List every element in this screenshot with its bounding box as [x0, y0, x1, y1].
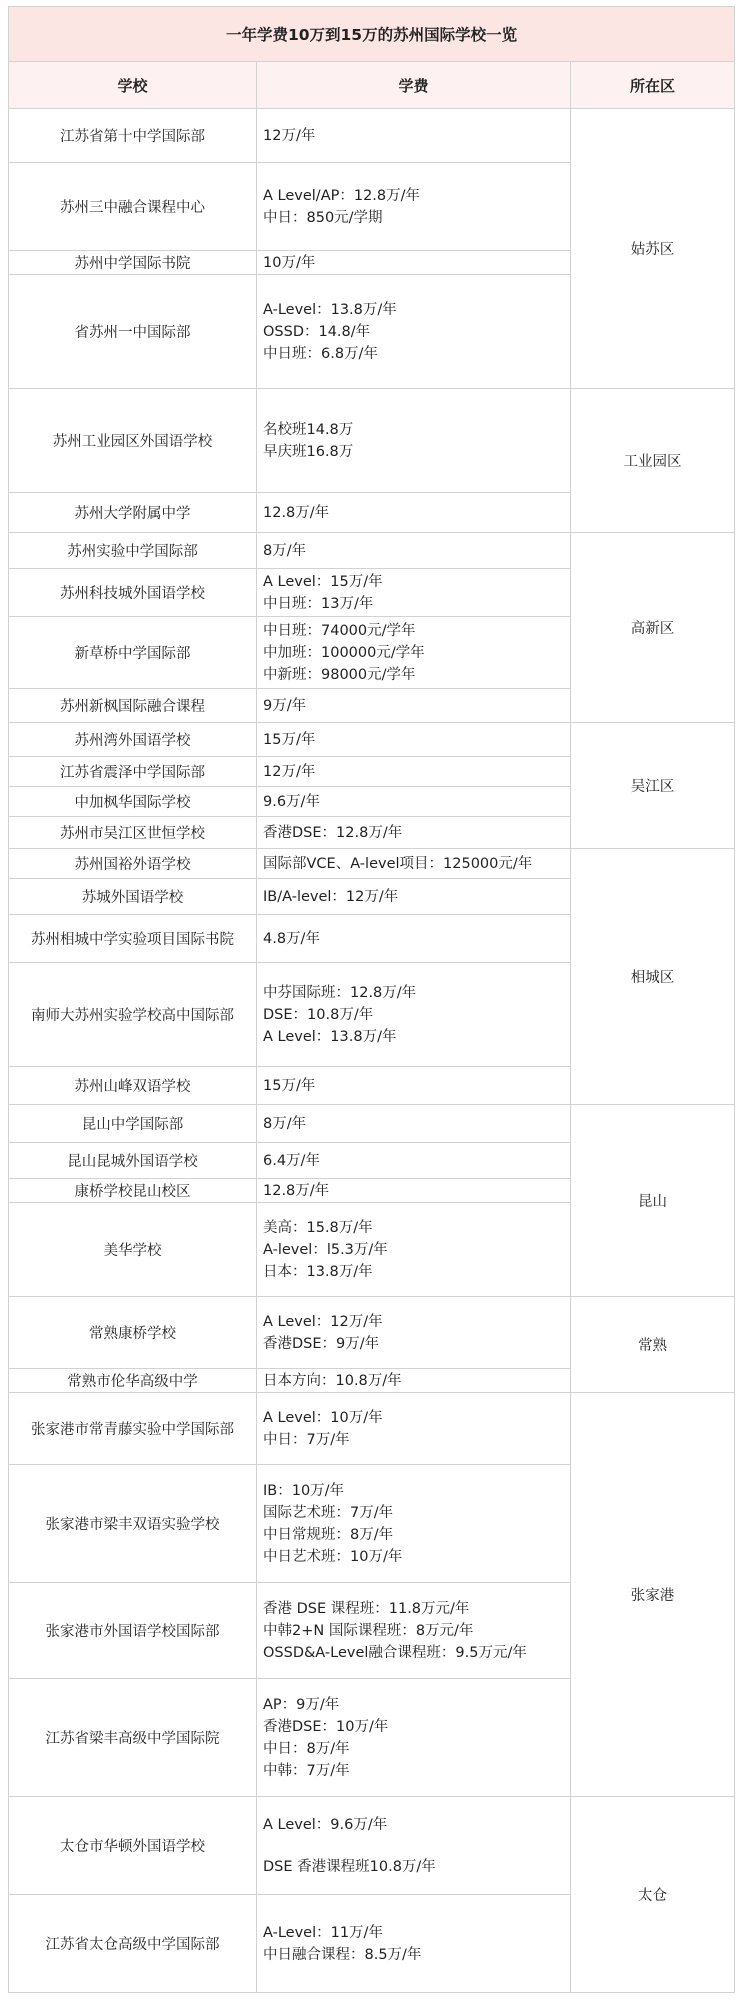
table-body: [9, 109, 735, 1993]
school-name-cell: 苏城外国语学校: [9, 879, 257, 915]
fee-cell: [257, 879, 571, 915]
fee-cell: [257, 1369, 571, 1393]
school-name-cell: 康桥学校昆山校区: [9, 1179, 257, 1203]
fee-cell: [257, 109, 571, 163]
table-row: [9, 1797, 735, 1895]
fee-line: 中日常规班：8万/年: [263, 1526, 394, 1543]
fee-cell: [257, 787, 571, 817]
school-name-cell: 太仓市华顿外国语学校: [9, 1797, 257, 1895]
table-row: [9, 849, 735, 879]
school-name-cell: 中加枫华国际学校: [9, 787, 257, 817]
district-cell: 吴江区: [571, 723, 735, 849]
fee-line: 中加班：100000元/学年: [263, 644, 425, 661]
fee-cell: [257, 617, 571, 689]
fee-line: 中日：850元/学期: [263, 209, 383, 226]
fee-line: 中芬国际班：12.8万/年: [263, 984, 417, 1001]
table-row: [9, 723, 735, 757]
fee-line: 香港DSE：9万/年: [263, 1335, 380, 1352]
fee-cell: [257, 1583, 571, 1679]
fee-line: 中日：7万/年: [263, 1431, 350, 1448]
fee-cell: [257, 723, 571, 757]
fee-line: 8万/年: [263, 1115, 307, 1132]
fee-cell: [257, 163, 571, 251]
fee-cell: [257, 1105, 571, 1143]
fee-line: A Level/AP：12.8万/年: [263, 187, 421, 204]
fee-line: 国际部VCE、A-level项目：125000元/年: [263, 855, 533, 872]
fee-line: AP：9万/年: [263, 1696, 340, 1713]
fee-cell: [257, 1143, 571, 1179]
fee-line: 15万/年: [263, 731, 316, 748]
header-school: 学校: [9, 62, 257, 109]
school-name-cell: 苏州新枫国际融合课程: [9, 689, 257, 723]
fee-line: 中日班：13万/年: [263, 595, 374, 612]
school-name-cell: 新草桥中学国际部: [9, 617, 257, 689]
fee-cell: [257, 1797, 571, 1895]
fee-cell: [257, 1895, 571, 1993]
fee-line: 早庆班16.8万: [263, 443, 354, 460]
table-row: [9, 1297, 735, 1369]
fee-line: 香港DSE：10万/年: [263, 1718, 389, 1735]
school-name-cell: 省苏州一中国际部: [9, 275, 257, 389]
fee-line: 12万/年: [263, 763, 316, 780]
fee-cell: [257, 1203, 571, 1297]
fee-line: 9.6万/年: [263, 793, 320, 810]
fee-line: IB/A-level：12万/年: [263, 888, 399, 905]
table-row: [9, 1393, 735, 1465]
fee-line: 6.4万/年: [263, 1152, 320, 1169]
fee-line: OSSD：14.8/年: [263, 323, 371, 340]
table-title: 一年学费10万到15万的苏州国际学校一览: [9, 7, 735, 62]
fee-line: 9万/年: [263, 697, 307, 714]
fee-line: 香港 DSE 课程班：11.8万元/年: [263, 1600, 470, 1617]
fee-line: 中日融合课程：8.5万/年: [263, 1946, 422, 1963]
school-name-cell: 苏州三中融合课程中心: [9, 163, 257, 251]
table-row: [9, 109, 735, 163]
fee-line: 12.8万/年: [263, 1182, 330, 1199]
fee-line: 中日：8万/年: [263, 1740, 350, 1757]
school-name-cell: 苏州相城中学实验项目国际书院: [9, 915, 257, 963]
fee-line: A Level：12万/年: [263, 1313, 383, 1330]
fee-line: 中韩：7万/年: [263, 1762, 350, 1779]
fee-cell: [257, 817, 571, 849]
fee-cell: [257, 569, 571, 617]
fee-line: 国际艺术班：7万/年: [263, 1504, 394, 1521]
fee-cell: [257, 389, 571, 493]
school-name-cell: 昆山中学国际部: [9, 1105, 257, 1143]
school-name-cell: 苏州大学附属中学: [9, 493, 257, 533]
school-name-cell: 南师大苏州实验学校高中国际部: [9, 963, 257, 1067]
fee-line: 名校班14.8万: [263, 421, 354, 438]
fee-cell: [257, 275, 571, 389]
fee-cell: [257, 1465, 571, 1583]
fee-line-spacer: [263, 1836, 564, 1856]
fee-line: 12万/年: [263, 127, 316, 144]
fee-cell: [257, 493, 571, 533]
district-cell: 工业园区: [571, 389, 735, 533]
fee-cell: [257, 1393, 571, 1465]
district-cell: 张家港: [571, 1393, 735, 1797]
school-name-cell: 常熟市伦华高级中学: [9, 1369, 257, 1393]
fee-line: IB：10万/年: [263, 1482, 345, 1499]
school-name-cell: 苏州科技城外国语学校: [9, 569, 257, 617]
fee-line: 中日艺术班：10万/年: [263, 1548, 403, 1565]
fee-line: 香港DSE：12.8万/年: [263, 824, 403, 841]
fee-line: 日本方向：10.8万/年: [263, 1372, 402, 1389]
school-name-cell: 江苏省梁丰高级中学国际院: [9, 1679, 257, 1797]
fee-line: 15万/年: [263, 1077, 316, 1094]
school-name-cell: 江苏省第十中学国际部: [9, 109, 257, 163]
fee-line: 10万/年: [263, 254, 316, 271]
fee-line: DSE 香港课程班10.8万/年: [263, 1858, 436, 1875]
school-name-cell: 江苏省震泽中学国际部: [9, 757, 257, 787]
district-cell: 昆山: [571, 1105, 735, 1297]
school-name-cell: 苏州山峰双语学校: [9, 1067, 257, 1105]
fee-line: A Level：15万/年: [263, 573, 383, 590]
fee-cell: [257, 1679, 571, 1797]
school-name-cell: 江苏省太仓高级中学国际部: [9, 1895, 257, 1993]
fee-line: A Level：9.6万/年: [263, 1816, 388, 1833]
school-name-cell: 苏州市吴江区世恒学校: [9, 817, 257, 849]
district-cell: 太仓: [571, 1797, 735, 1993]
school-name-cell: 苏州湾外国语学校: [9, 723, 257, 757]
school-name-cell: 苏州中学国际书院: [9, 251, 257, 275]
fee-line: 中日班：74000元/学年: [263, 622, 416, 639]
school-name-cell: 苏州国裕外语学校: [9, 849, 257, 879]
fee-line: A Level：10万/年: [263, 1409, 383, 1426]
header-row: [9, 62, 735, 109]
district-cell: 姑苏区: [571, 109, 735, 389]
school-name-cell: 张家港市梁丰双语实验学校: [9, 1465, 257, 1583]
school-name-cell: 苏州实验中学国际部: [9, 533, 257, 569]
fee-line: 8万/年: [263, 542, 307, 559]
fee-line: A-level：l5.3万/年: [263, 1241, 388, 1258]
school-name-cell: 常熟康桥学校: [9, 1297, 257, 1369]
fee-cell: [257, 757, 571, 787]
fee-cell: [257, 963, 571, 1067]
district-cell: 相城区: [571, 849, 735, 1105]
table-row: [9, 1105, 735, 1143]
fee-line: 日本：13.8万/年: [263, 1263, 373, 1280]
fee-line: 12.8万/年: [263, 504, 330, 521]
fee-cell: [257, 915, 571, 963]
fee-cell: [257, 689, 571, 723]
header-fee: 学费: [257, 62, 571, 109]
school-name-cell: 美华学校: [9, 1203, 257, 1297]
fee-line: 中韩2+N 国际课程班：8万元/年: [263, 1622, 474, 1639]
school-fee-table-container: [8, 6, 734, 1993]
header-district: 所在区: [571, 62, 735, 109]
fee-line: 美高：15.8万/年: [263, 1219, 373, 1236]
fee-line: OSSD&A-Level融合课程班：9.5万元/年: [263, 1644, 527, 1661]
fee-cell: [257, 849, 571, 879]
fee-line: 中新班：98000元/学年: [263, 666, 416, 683]
title-row: [9, 7, 735, 62]
district-cell: 高新区: [571, 533, 735, 723]
fee-cell: [257, 1297, 571, 1369]
table-row: [9, 533, 735, 569]
school-name-cell: 张家港市常青藤实验中学国际部: [9, 1393, 257, 1465]
fee-line: 4.8万/年: [263, 930, 320, 947]
fee-line: A-Level：11万/年: [263, 1924, 383, 1941]
fee-cell: [257, 533, 571, 569]
school-fee-table: [8, 6, 735, 1993]
table-row: [9, 389, 735, 493]
fee-line: A-Level：13.8万/年: [263, 301, 397, 318]
fee-line: A Level：13.8万/年: [263, 1028, 397, 1045]
school-name-cell: 张家港市外国语学校国际部: [9, 1583, 257, 1679]
fee-cell: [257, 1067, 571, 1105]
district-cell: 常熟: [571, 1297, 735, 1393]
fee-line: 中日班：6.8万/年: [263, 345, 378, 362]
fee-cell: [257, 1179, 571, 1203]
school-name-cell: 苏州工业园区外国语学校: [9, 389, 257, 493]
school-name-cell: 昆山昆城外国语学校: [9, 1143, 257, 1179]
fee-line: DSE：10.8万/年: [263, 1006, 374, 1023]
fee-cell: [257, 251, 571, 275]
